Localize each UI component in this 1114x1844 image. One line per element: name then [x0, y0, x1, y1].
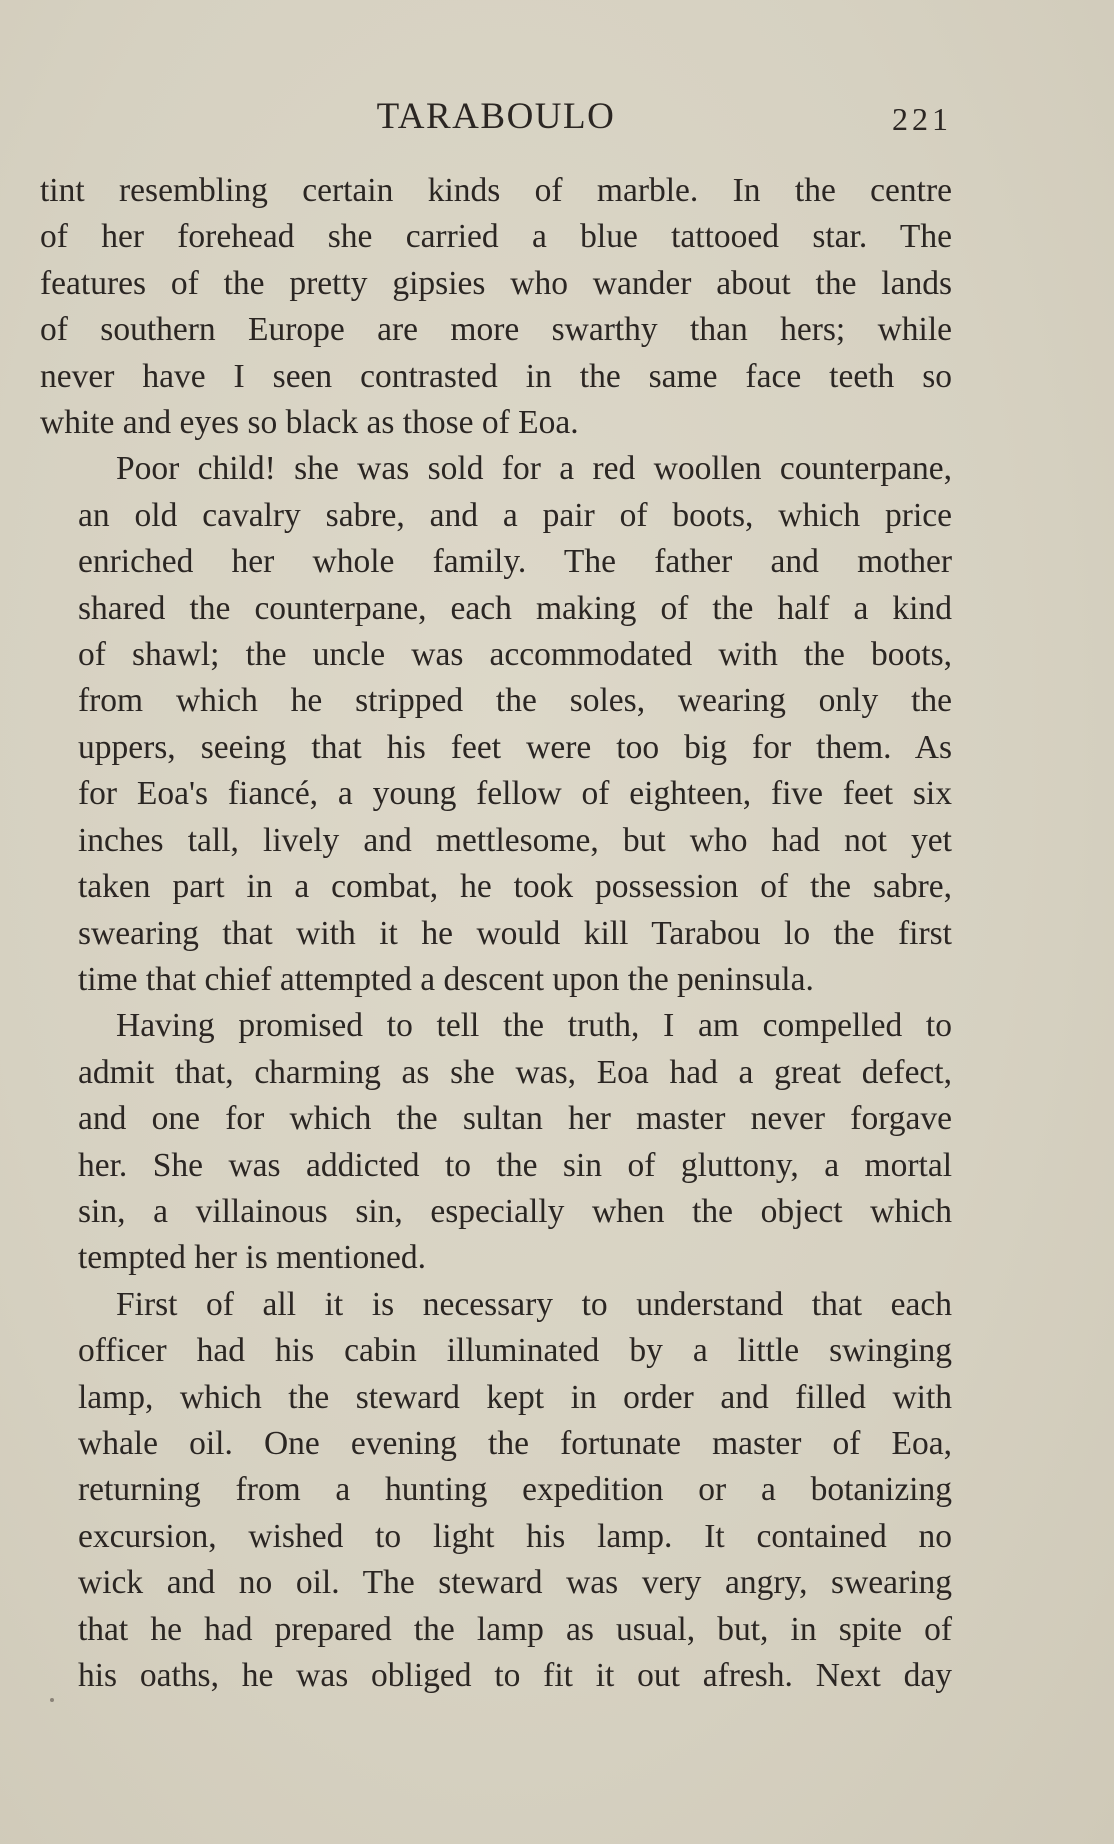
text-line: white and eyes so black as those of Eoa. — [40, 404, 579, 442]
text-line: sin, a villainous sin, especially when the object which — [78, 1192, 952, 1230]
text-line: and one for which the sultan her master never forgave — [78, 1100, 952, 1138]
text-line: tempted her is mentioned. — [78, 1239, 426, 1277]
text-line: excursion, wished to light his lamp. It contained no — [78, 1517, 952, 1555]
text-line: from which he stripped the soles, wearing only the — [78, 682, 952, 720]
text-line: lamp, which the steward kept in order and filled with — [78, 1378, 952, 1416]
text-line: swearing that with it he would kill Tarabou lo the first — [78, 914, 952, 952]
paragraph-2 — [40, 446, 952, 1003]
paragraph-4 — [40, 1282, 952, 1700]
text-line: his oaths, he was obliged to fit it out afresh. Next day — [78, 1657, 952, 1694]
text-line: inches tall, lively and mettlesome, but who had not yet — [78, 821, 952, 859]
text-line: of shawl; the uncle was accommodated with the boots, — [78, 636, 952, 674]
page-number: 221 — [892, 101, 952, 137]
text-line: shared the counterpane, each making of the half a kind — [78, 589, 952, 627]
text-line: of southern Europe are more swarthy than hers; while — [40, 311, 952, 349]
text-line: admit that, charming as she was, Eoa had a great defect, — [78, 1053, 952, 1091]
text-line: features of the pretty gipsies who wander about the lands — [40, 264, 952, 302]
text-line: never have I seen contrasted in the same face teeth so — [40, 357, 952, 395]
text-line: her. She was addicted to the sin of gluttony, a mortal — [78, 1146, 952, 1184]
text-line: uppers, seeing that his feet were too big for them. As — [78, 728, 952, 766]
running-title: TARABOULO — [376, 96, 616, 137]
text-line: Having promised to tell the truth, I am compelled to — [116, 1007, 952, 1045]
text-line: an old cavalry sabre, and a pair of boots, which price — [78, 496, 952, 534]
running-header — [40, 92, 952, 142]
text-line: taken part in a combat, he took possession of the sabre, — [78, 868, 952, 906]
paragraph-1 — [40, 168, 952, 446]
ink-speck — [50, 1698, 54, 1702]
text-line: that he had prepared the lamp as usual, but, in spite of — [78, 1610, 952, 1648]
body-text — [40, 168, 952, 1699]
text-line: for Eoa's fiancé, a young fellow of eighteen, five feet six — [78, 775, 952, 813]
text-line: whale oil. One evening the fortunate master of Eoa, — [78, 1424, 952, 1462]
text-line: of her forehead she carried a blue tattooed star. The — [40, 218, 952, 256]
text-line: officer had his cabin illuminated by a little swinging — [78, 1332, 952, 1370]
text-line: enriched her whole family. The father and mother — [78, 543, 952, 581]
paragraph-3 — [40, 1003, 952, 1281]
text-line: wick and no oil. The steward was very angry, swearing — [78, 1564, 952, 1602]
text-line: First of all it is necessary to understand that each — [116, 1285, 952, 1323]
text-line: time that chief attempted a descent upon the peninsula. — [78, 960, 814, 998]
text-line: tint resembling certain kinds of marble. In the centre — [40, 172, 952, 209]
text-line: returning from a hunting expedition or a botanizing — [78, 1471, 952, 1509]
text-line: Poor child! she was sold for a red woollen counterpane, — [116, 450, 952, 488]
